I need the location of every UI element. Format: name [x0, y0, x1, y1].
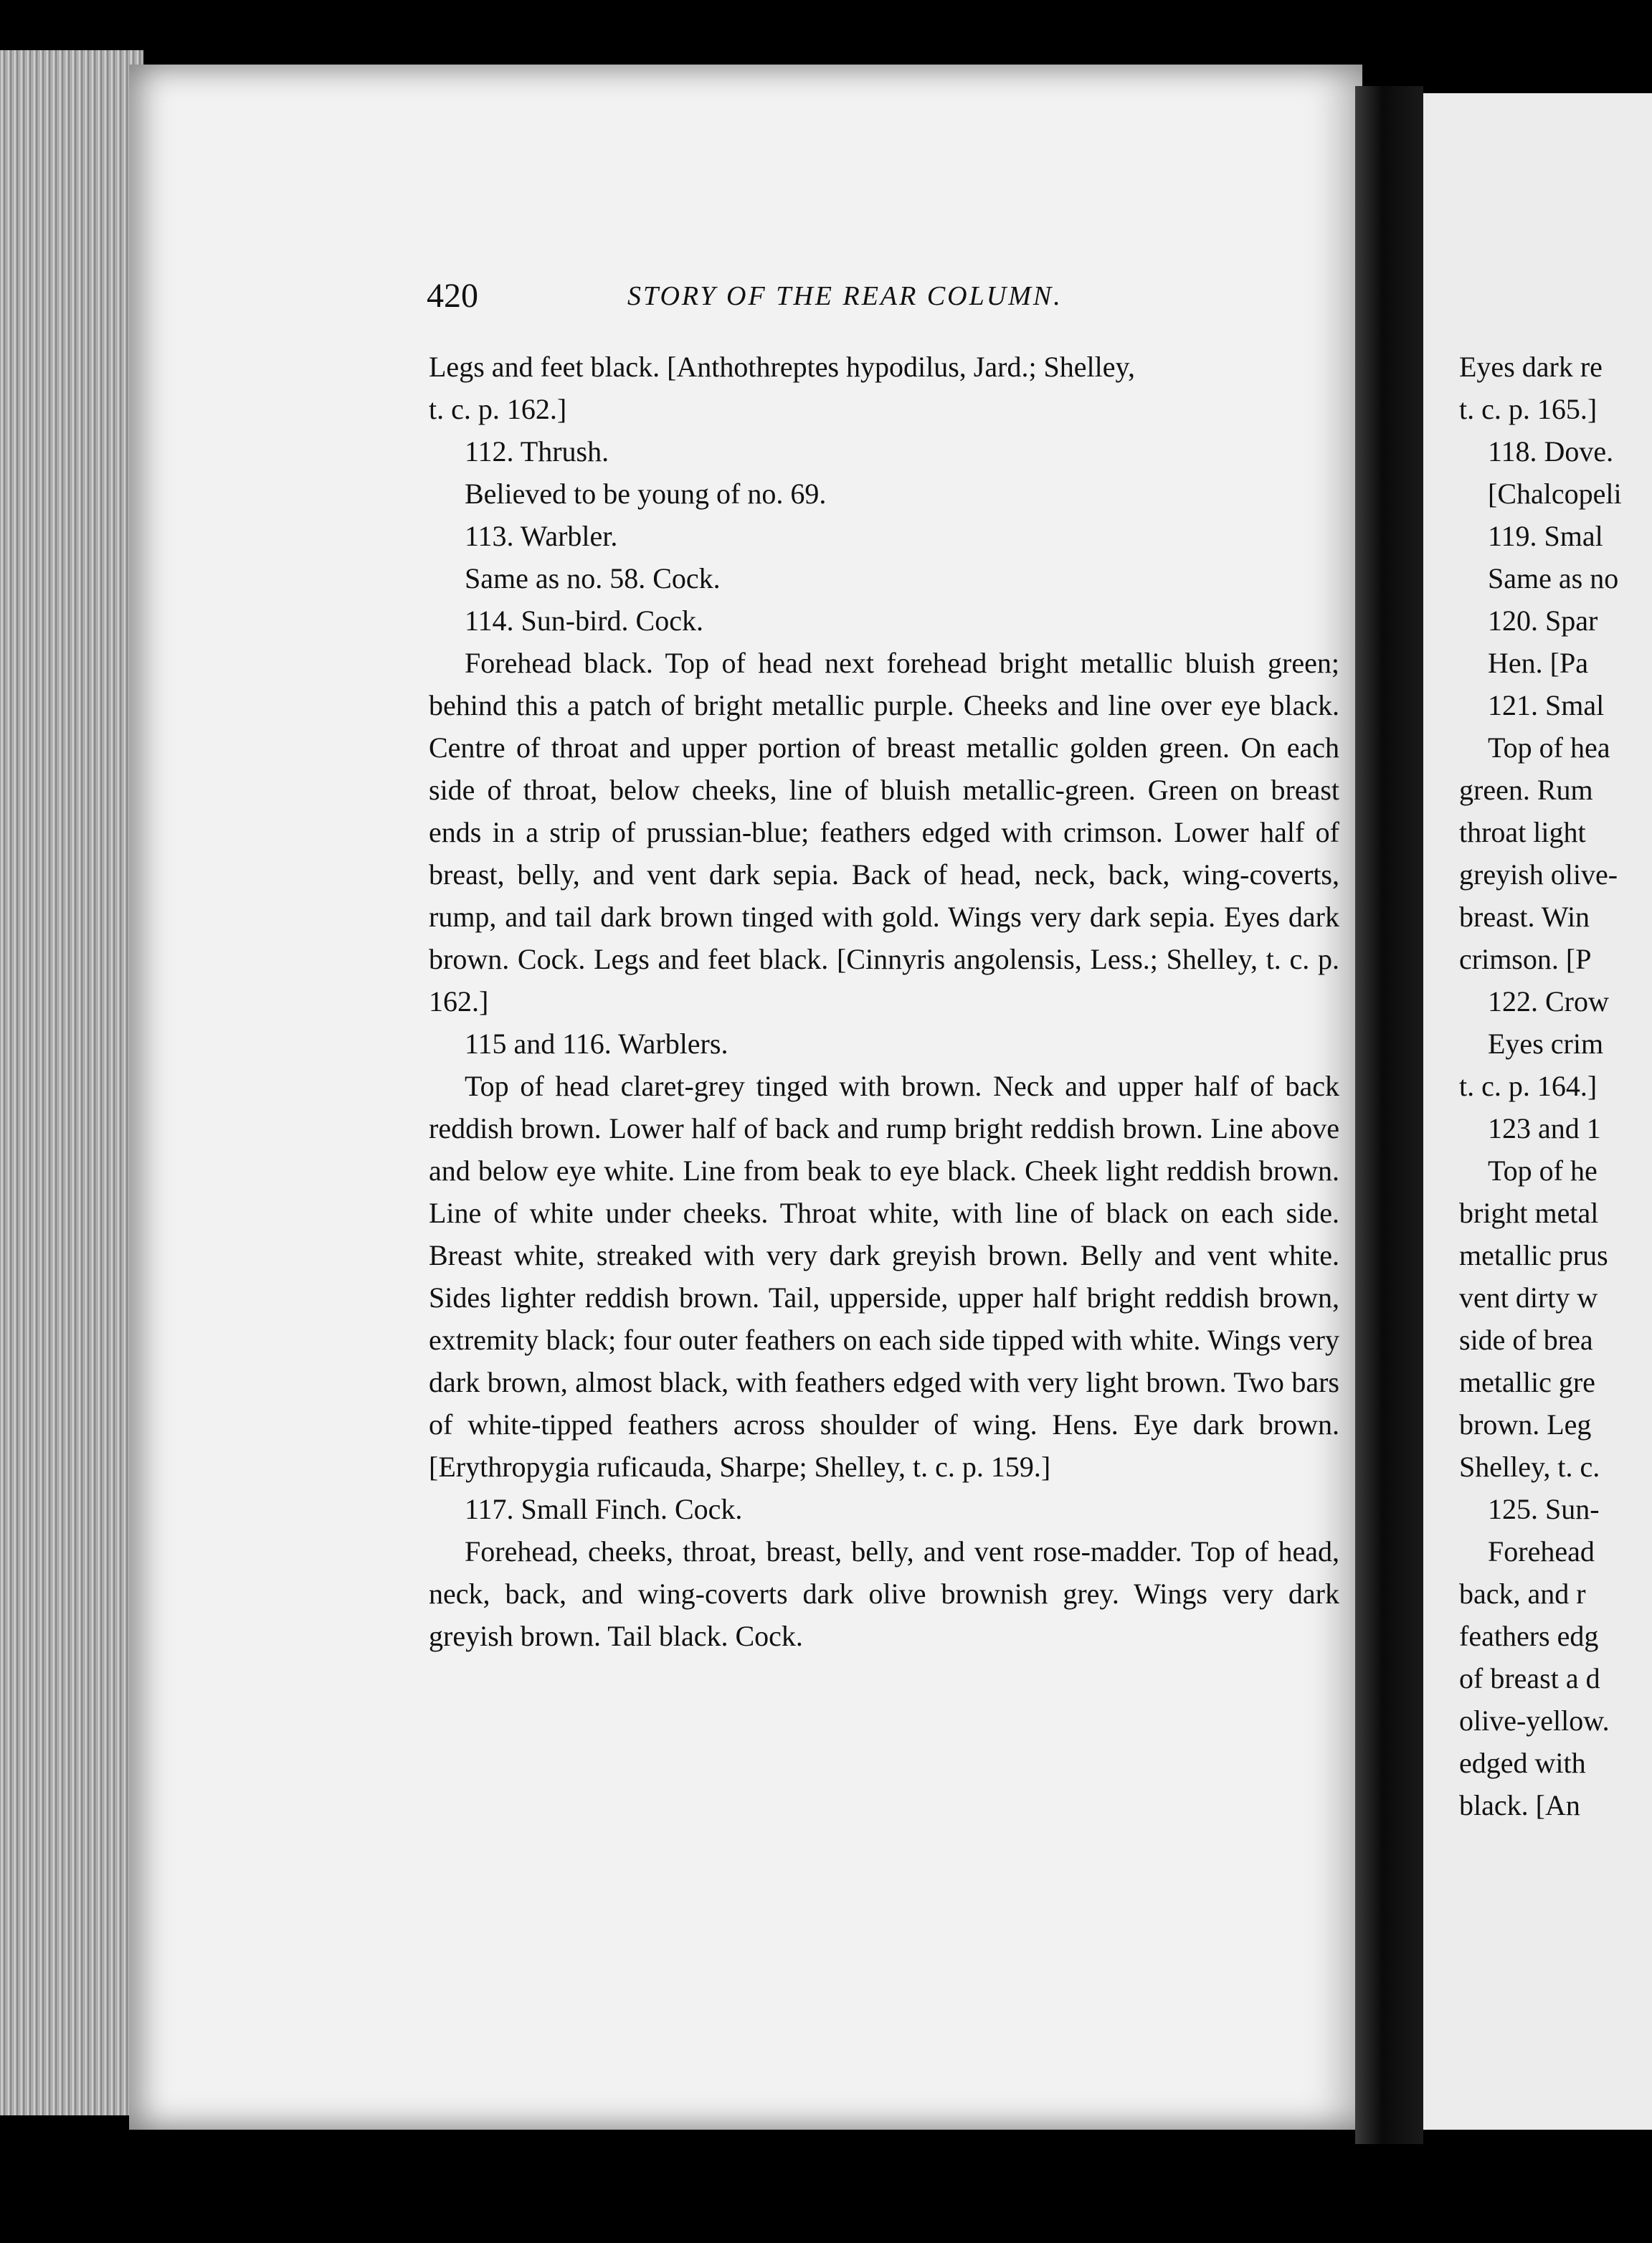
right-line: 125. Sun- [1488, 1493, 1600, 1525]
right-line: 120. Spar [1488, 604, 1598, 637]
right-line: t. c. p. 165.] [1459, 393, 1598, 425]
left-page-text [429, 346, 1339, 1657]
right-line: Shelley, t. c. [1459, 1451, 1600, 1483]
right-line: bright metal [1459, 1197, 1599, 1229]
entry-114-heading: 114. Sun-bird. Cock. [465, 604, 703, 637]
running-title: STORY OF THE REAR COLUMN. [627, 281, 1063, 311]
right-line: 119. Smal [1488, 520, 1603, 552]
right-line: crimson. [P [1459, 943, 1592, 975]
right-line: black. [An [1459, 1789, 1580, 1821]
page-header [427, 276, 1337, 319]
right-line: Eyes dark re [1459, 351, 1603, 383]
right-line: 123 and 1 [1488, 1112, 1601, 1144]
right-line: back, and r [1459, 1578, 1586, 1610]
page-number: 420 [427, 277, 478, 315]
right-line: Hen. [Pa [1488, 647, 1588, 679]
right-line: vent dirty w [1459, 1281, 1598, 1314]
entry-113-text: Same as no. 58. Cock. [465, 562, 721, 594]
right-line: Same as no [1488, 562, 1619, 594]
right-line: 121. Smal [1488, 689, 1605, 721]
right-line: side of brea [1459, 1324, 1593, 1356]
book-gutter [1355, 86, 1423, 2144]
right-line: feathers edg [1459, 1620, 1599, 1652]
entry-113-heading: 113. Warbler. [465, 520, 618, 552]
entry-117-text: Forehead, cheeks, throat, breast, belly, and vent rose-madder. Top of head, neck, back, and wing-coverts dark olive brownish grey. Wings very dark greyish brown. Tail black. Cock. [429, 1535, 1339, 1652]
right-line: Top of hea [1488, 731, 1610, 764]
right-line: breast. Win [1459, 901, 1590, 933]
entry-115-116-heading: 115 and 116. Warblers. [465, 1028, 728, 1060]
right-line: Forehead [1488, 1535, 1595, 1568]
right-line: metallic prus [1459, 1239, 1608, 1271]
right-line: t. c. p. 164.] [1459, 1070, 1598, 1102]
intro-line-1: Legs and feet black. [Anthothreptes hypodilus, Jard.; Shelley, [429, 351, 1135, 383]
right-line: Top of he [1488, 1154, 1598, 1187]
right-line: green. Rum [1459, 774, 1593, 806]
right-line: olive-yellow. [1459, 1704, 1610, 1737]
entry-114-text: Forehead black. Top of head next forehead bright metallic bluish green; behind this a patch of bright metallic purple. Cheeks and line over eye black. Centre of throat and upper portion of breast metallic golden green. On each side of throat, below cheeks, line of bluish metallic-green. Green on breast ends in a strip of prussian-blue; feathers edged with crimson. Lower half of breast, belly, and vent dark sepia. Back of head, neck, back, wing-coverts, rump, and tail dark brown tinged with gold. Wings very dark sepia. Eyes dark brown. Cock. Legs and feet black. [Cinnyris angolensis, Less.; Shelley, t. c. p. 162.] [429, 647, 1339, 1018]
right-line: [Chalcopeli [1488, 478, 1622, 510]
right-page-text [1459, 346, 1652, 1826]
right-line: Eyes crim [1488, 1028, 1604, 1060]
entry-115-116-text: Top of head claret-grey tinged with brown. Neck and upper half of back reddish brown. Lower half of back and rump bright reddish brown. Line above and below eye white. Line from beak to eye black. Cheek light reddish brown. Line of white under cheeks. Throat white, with line of black on each side. Breast white, streaked with very dark greyish brown. Belly and vent white. Sides lighter reddish brown. Tail, upperside, upper half bright reddish brown, extremity black; four outer feathers on each side tipped with white. Wings very dark brown, almost black, with feathers edged with very light brown. Two bars of white-tipped feathers across shoulder of wing. Hens. Eye dark brown. [Erythropygia ruficauda, Sharpe; Shelley, t. c. p. 159.] [429, 1070, 1339, 1483]
right-line: throat light [1459, 816, 1586, 848]
right-line: greyish olive- [1459, 858, 1618, 891]
right-line: metallic gre [1459, 1366, 1595, 1398]
right-line: of breast a d [1459, 1662, 1600, 1694]
right-line: 118. Dove. [1488, 435, 1614, 468]
right-line: brown. Leg [1459, 1408, 1592, 1441]
intro-line-2: t. c. p. 162.] [429, 393, 567, 425]
entry-112-text: Believed to be young of no. 69. [465, 478, 827, 510]
entry-117-heading: 117. Small Finch. Cock. [465, 1493, 743, 1525]
entry-112-heading: 112. Thrush. [465, 435, 609, 468]
right-line: edged with [1459, 1747, 1586, 1779]
page-edge-stack [0, 50, 143, 2115]
right-line: 122. Crow [1488, 985, 1609, 1018]
